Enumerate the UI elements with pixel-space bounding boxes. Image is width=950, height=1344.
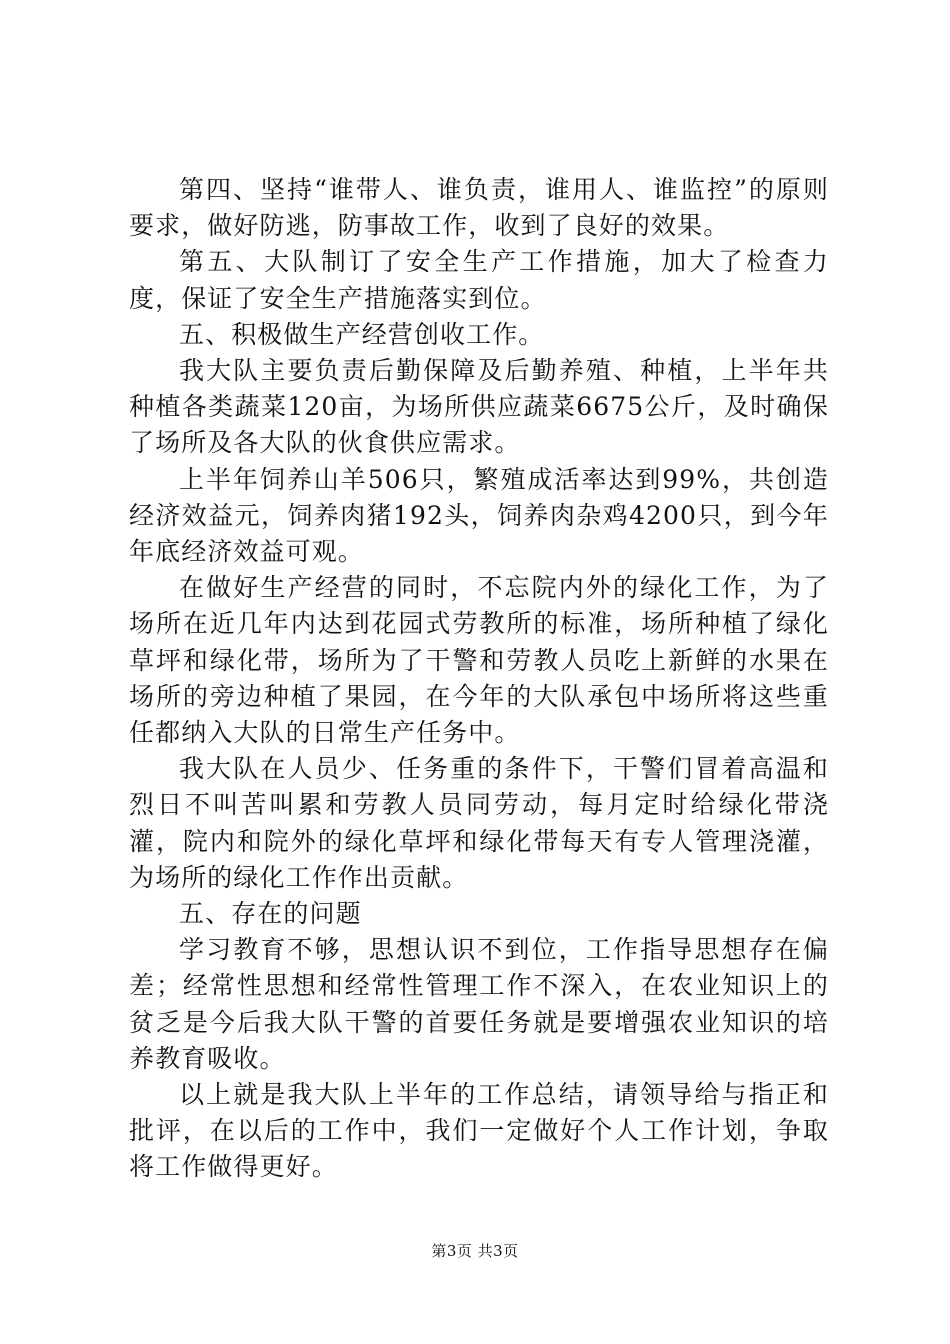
paragraph-conclusion: 以上就是我大队上半年的工作总结，请领导给与指正和批评，在以后的工作中，我们一定做好个人工作计划，争取将工作做得更好。	[129, 1080, 829, 1182]
paragraph-greening: 在做好生产经营的同时，不忘院内外的绿化工作，为了场所在近几年内达到花园式劳教所的标准，场所种植了绿化草坪和绿化带，场所为了干警和劳教人员吃上新鲜的水果在场所的旁边种植了果园，在今年的大队承包中场所将这些重任都纳入大队的日常生产任务中。	[129, 573, 829, 748]
paragraph-principle-five: 第五、大队制订了安全生产工作措施，加大了检查力度，保证了安全生产措施落实到位。	[129, 247, 829, 313]
paragraph-problems: 学习教育不够，思想认识不到位，工作指导思想存在偏差；经常性思想和经常性管理工作不深入，在农业知识上的贫乏是今后我大队干警的首要任务就是要增强农业知识的培养教育吸收。	[129, 935, 829, 1073]
page-footer	[0, 1241, 950, 1261]
paragraph-principle-four: 第四、坚持“谁带人、谁负责，谁用人、谁监控”的原则要求，做好防逃，防事故工作，收到了良好的效果。	[129, 175, 829, 241]
document-body	[129, 172, 829, 1186]
paragraph-labor: 我大队在人员少、任务重的条件下，干警们冒着高温和烈日不叫苦叫累和劳教人员同劳动，每月定时给绿化带浇灌，院内和院外的绿化草坪和绿化带每天有专人管理浇灌，为场所的绿化工作作出贡献。	[129, 754, 829, 892]
paragraph-vegetables: 我大队主要负责后勤保障及后勤养殖、种植，上半年共种植各类蔬菜120亩，为场所供应蔬菜6675公斤，及时确保了场所及各大队的伙食供应需求。	[129, 356, 829, 458]
section-heading-production: 五、积极做生产经营创收工作。	[179, 319, 545, 349]
paragraph-livestock: 上半年饲养山羊506只，繁殖成活率达到99%，共创造经济效益元，饲养肉猪192头，饲养肉杂鸡4200只，到今年年底经济效益可观。	[129, 464, 829, 567]
section-heading-problems: 五、存在的问题	[179, 899, 362, 929]
page-number-label: 第3页 共3页	[431, 1242, 519, 1260]
